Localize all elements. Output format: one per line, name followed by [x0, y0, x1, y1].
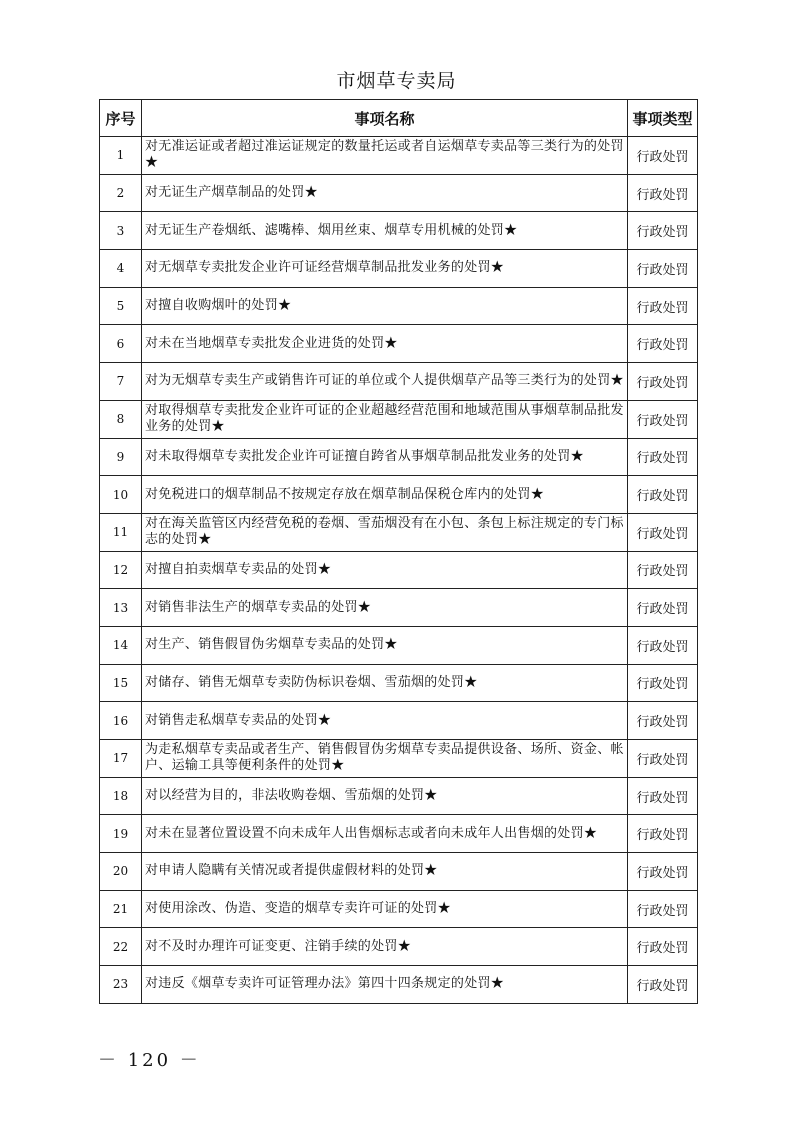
items-table: [99, 99, 698, 1004]
row-item-type: 行政处罚: [628, 928, 698, 966]
row-number: 18: [100, 777, 142, 815]
table-row: [100, 966, 698, 1004]
row-item-type: 行政处罚: [628, 740, 698, 778]
row-number: 4: [100, 250, 142, 288]
table-row: [100, 664, 698, 702]
row-item-name: 对取得烟草专卖批发企业许可证的企业超越经营范围和地域范围从事烟草制品批发业务的处罚★: [142, 400, 628, 438]
row-number: 11: [100, 513, 142, 551]
row-number: 21: [100, 890, 142, 928]
row-item-name: 对申请人隐瞒有关情况或者提供虚假材料的处罚★: [142, 853, 628, 891]
table-row: [100, 740, 698, 778]
table-row: [100, 702, 698, 740]
row-item-name: 对生产、销售假冒伪劣烟草专卖品的处罚★: [142, 626, 628, 664]
row-item-name: 对免税进口的烟草制品不按规定存放在烟草制品保税仓库内的处罚★: [142, 476, 628, 514]
row-item-type: 行政处罚: [628, 551, 698, 589]
table-row: [100, 325, 698, 363]
row-item-name: 对未在显著位置设置不向未成年人出售烟标志或者向未成年人出售烟的处罚★: [142, 815, 628, 853]
row-item-type: 行政处罚: [628, 664, 698, 702]
row-item-type: 行政处罚: [628, 853, 698, 891]
row-item-type: 行政处罚: [628, 287, 698, 325]
row-number: 5: [100, 287, 142, 325]
row-number: 17: [100, 740, 142, 778]
row-item-name: 对未在当地烟草专卖批发企业进货的处罚★: [142, 325, 628, 363]
row-item-type: 行政处罚: [628, 325, 698, 363]
row-item-name: 对擅自拍卖烟草专卖品的处罚★: [142, 551, 628, 589]
row-number: 7: [100, 363, 142, 401]
table-header-row: [100, 100, 698, 137]
row-item-type: 行政处罚: [628, 966, 698, 1004]
row-number: 16: [100, 702, 142, 740]
row-item-name: 对储存、销售无烟草专卖防伪标识卷烟、雪茄烟的处罚★: [142, 664, 628, 702]
table-row: [100, 476, 698, 514]
row-item-type: 行政处罚: [628, 513, 698, 551]
row-number: 20: [100, 853, 142, 891]
header-item-name: 事项名称: [142, 100, 628, 137]
row-number: 14: [100, 626, 142, 664]
row-item-type: 行政处罚: [628, 815, 698, 853]
row-item-name: 对不及时办理许可证变更、注销手续的处罚★: [142, 928, 628, 966]
items-table-container: [99, 99, 698, 1004]
row-number: 10: [100, 476, 142, 514]
row-item-name: 对以经营为目的，非法收购卷烟、雪茄烟的处罚★: [142, 777, 628, 815]
row-item-name: 为走私烟草专卖品或者生产、销售假冒伪劣烟草专卖品提供设备、场所、资金、帐户、运输工具等便利条件的处罚★: [142, 740, 628, 778]
row-item-type: 行政处罚: [628, 137, 698, 175]
table-row: [100, 174, 698, 212]
table-row: [100, 890, 698, 928]
row-number: 8: [100, 400, 142, 438]
table-row: [100, 626, 698, 664]
table-row: [100, 250, 698, 288]
row-item-type: 行政处罚: [628, 212, 698, 250]
row-item-name: 对使用涂改、伪造、变造的烟草专卖许可证的处罚★: [142, 890, 628, 928]
row-item-type: 行政处罚: [628, 174, 698, 212]
table-row: [100, 853, 698, 891]
table-row: [100, 212, 698, 250]
table-row: [100, 287, 698, 325]
table-row: [100, 589, 698, 627]
row-item-name: 对无准运证或者超过准运证规定的数量托运或者自运烟草专卖品等三类行为的处罚 ★: [142, 137, 628, 175]
header-number: 序号: [100, 100, 142, 137]
row-item-type: 行政处罚: [628, 363, 698, 401]
page-number: － 120 －: [98, 1050, 201, 1071]
row-number: 9: [100, 438, 142, 476]
row-number: 23: [100, 966, 142, 1004]
table-row: [100, 815, 698, 853]
table-row: [100, 928, 698, 966]
table-row: [100, 400, 698, 438]
document-title: 市烟草专卖局: [336, 70, 457, 92]
row-item-type: 行政处罚: [628, 438, 698, 476]
row-number: 1: [100, 137, 142, 175]
row-number: 13: [100, 589, 142, 627]
row-item-name: 对无烟草专卖批发企业许可证经营烟草制品批发业务的处罚★: [142, 250, 628, 288]
row-item-type: 行政处罚: [628, 250, 698, 288]
row-number: 19: [100, 815, 142, 853]
row-number: 2: [100, 174, 142, 212]
row-item-name: 对销售非法生产的烟草专卖品的处罚★: [142, 589, 628, 627]
row-item-type: 行政处罚: [628, 476, 698, 514]
row-item-type: 行政处罚: [628, 589, 698, 627]
row-number: 22: [100, 928, 142, 966]
row-item-name: 对未取得烟草专卖批发企业许可证擅自跨省从事烟草制品批发业务的处罚★: [142, 438, 628, 476]
row-item-name: 对无证生产烟草制品的处罚★: [142, 174, 628, 212]
table-row: [100, 551, 698, 589]
row-item-name: 对在海关监管区内经营免税的卷烟、雪茄烟没有在小包、条包上标注规定的专门标志的处罚★: [142, 513, 628, 551]
table-row: [100, 513, 698, 551]
row-item-name: 对擅自收购烟叶的处罚★: [142, 287, 628, 325]
row-number: 3: [100, 212, 142, 250]
row-item-type: 行政处罚: [628, 400, 698, 438]
row-item-name: 对销售走私烟草专卖品的处罚★: [142, 702, 628, 740]
row-number: 15: [100, 664, 142, 702]
table-row: [100, 363, 698, 401]
row-item-type: 行政处罚: [628, 626, 698, 664]
row-number: 12: [100, 551, 142, 589]
table-row: [100, 438, 698, 476]
row-item-name: 对无证生产卷烟纸、滤嘴棒、烟用丝束、烟草专用机械的处罚★: [142, 212, 628, 250]
row-item-type: 行政处罚: [628, 890, 698, 928]
header-item-type: 事项类型: [628, 100, 698, 137]
row-item-type: 行政处罚: [628, 702, 698, 740]
row-item-type: 行政处罚: [628, 777, 698, 815]
row-item-name: 对违反《烟草专卖许可证管理办法》第四十四条规定的处罚★: [142, 966, 628, 1004]
row-number: 6: [100, 325, 142, 363]
table-row: [100, 137, 698, 175]
row-item-name: 对为无烟草专卖生产或销售许可证的单位或个人提供烟草产品等三类行为的处罚★: [142, 363, 628, 401]
table-row: [100, 777, 698, 815]
